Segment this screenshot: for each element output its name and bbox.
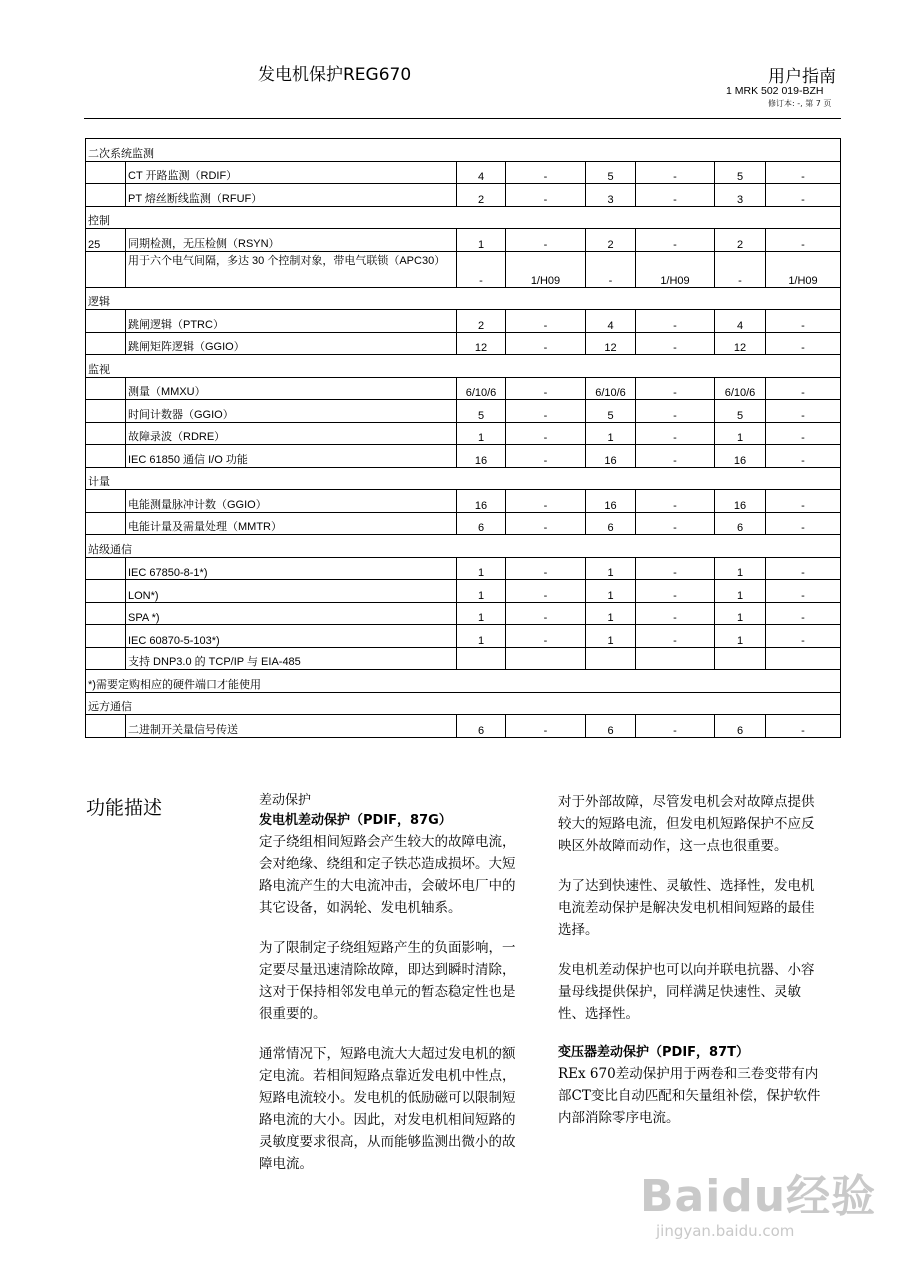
function-name: PT 熔丝断线监测（RFUF）: [126, 184, 457, 207]
value-cell: -: [506, 400, 586, 423]
value-cell: -: [766, 310, 841, 333]
value-cell: 6: [586, 715, 636, 738]
value-cell: 4: [586, 310, 636, 333]
function-code: [86, 580, 126, 603]
function-table: [85, 138, 841, 738]
section-label: 远方通信: [86, 692, 841, 715]
watermark: [640, 1160, 876, 1240]
value-cell: -: [766, 580, 841, 603]
value-cell: -: [636, 715, 715, 738]
function-code: [86, 715, 126, 738]
function-code: [86, 400, 126, 423]
heading-differential: 差动保护: [259, 793, 312, 808]
column-middle: [259, 791, 527, 1193]
value-cell: -: [636, 332, 715, 355]
value-cell: 6: [715, 512, 766, 535]
value-cell: -: [766, 557, 841, 580]
function-name: SPA *): [126, 602, 457, 625]
value-cell: 12: [457, 332, 506, 355]
value-cell: 2: [457, 310, 506, 333]
function-name: 测量（MMXU）: [126, 377, 457, 400]
value-cell: -: [766, 445, 841, 468]
value-cell: -: [766, 377, 841, 400]
value-cell: 6: [586, 512, 636, 535]
function-name: 二进制开关量信号传送: [126, 715, 457, 738]
heading-transformer-differential: 变压器差动保护（PDIF，87T）: [558, 1045, 749, 1060]
function-code: 25: [86, 229, 126, 252]
value-cell: -: [766, 490, 841, 513]
function-code: [86, 310, 126, 333]
value-cell: -: [636, 445, 715, 468]
function-code: [86, 625, 126, 648]
paragraph: 定子绕组相间短路会产生较大的故障电流，会对绝缘、绕组和定子铁芯造成损坏。大短路电流产生的大电流冲击，会破坏电厂中的其它设备，如涡轮、发电机轴系。: [259, 834, 516, 916]
value-cell: -: [457, 251, 506, 287]
value-cell: -: [506, 377, 586, 400]
function-name: LON*): [126, 580, 457, 603]
value-cell: -: [506, 512, 586, 535]
function-name: 电能测量脉冲计数（GGIO）: [126, 490, 457, 513]
paragraph: 为了限制定子绕组短路产生的负面影响，一定要尽量迅速清除故障，即达到瞬时清除，这对于保持相邻发电单元的暂态稳定性也是很重要的。: [259, 940, 516, 1022]
function-code: [86, 251, 126, 287]
value-cell: -: [766, 184, 841, 207]
value-cell: 4: [457, 161, 506, 184]
value-cell: [586, 647, 636, 670]
function-code: [86, 647, 126, 670]
function-name: 支持 DNP3.0 的 TCP/IP 与 EIA-485: [126, 647, 457, 670]
value-cell: 12: [715, 332, 766, 355]
value-cell: 12: [586, 332, 636, 355]
value-cell: -: [636, 625, 715, 648]
value-cell: -: [636, 512, 715, 535]
table-row: [86, 377, 841, 400]
value-cell: 2: [457, 184, 506, 207]
value-cell: 2: [586, 229, 636, 252]
value-cell: 1: [457, 422, 506, 445]
table-row: [86, 422, 841, 445]
table-row: [86, 625, 841, 648]
value-cell: 1: [586, 422, 636, 445]
paragraph: REx 670差动保护用于两卷和三卷变带有内部CT变比自动匹配和矢量组补偿，保护软件内部消除零序电流。: [558, 1066, 821, 1126]
function-name: 用于六个电气间隔，多达 30 个控制对象，带电气联锁（APC30）: [126, 251, 457, 287]
function-name: IEC 61850 通信 I/O 功能: [126, 445, 457, 468]
value-cell: 2: [715, 229, 766, 252]
section-label: 二次系统监测: [86, 139, 841, 162]
value-cell: 16: [457, 490, 506, 513]
table-row: [86, 602, 841, 625]
value-cell: 4: [715, 310, 766, 333]
value-cell: -: [766, 715, 841, 738]
function-code: [86, 184, 126, 207]
value-cell: 6/10/6: [715, 377, 766, 400]
table-note: *)需要定购相应的硬件端口才能使用: [86, 670, 841, 693]
value-cell: -: [506, 229, 586, 252]
value-cell: 5: [586, 400, 636, 423]
table-row: [86, 580, 841, 603]
value-cell: -: [506, 184, 586, 207]
function-code: [86, 490, 126, 513]
value-cell: -: [766, 512, 841, 535]
table-row: [86, 445, 841, 468]
table-section-row: [86, 139, 841, 162]
value-cell: -: [636, 400, 715, 423]
paragraph: 对于外部故障，尽管发电机会对故障点提供较大的短路电流，但发电机短路保护不应反映区外故障而动作，这一点也很重要。: [558, 794, 815, 854]
paragraph: 发电机差动保护也可以向并联电抗器、小容量母线提供保护，同样满足快速性、灵敏性、选择性。: [558, 962, 815, 1022]
value-cell: -: [636, 580, 715, 603]
value-cell: 16: [457, 445, 506, 468]
value-cell: -: [506, 332, 586, 355]
function-name: 跳闸矩阵逻辑（GGIO）: [126, 332, 457, 355]
section-label: 计量: [86, 467, 841, 490]
value-cell: 1: [586, 625, 636, 648]
value-cell: -: [506, 580, 586, 603]
paragraph: 为了达到快速性、灵敏性、选择性，发电机电流差动保护是解决发电机相间短路的最佳选择。: [558, 878, 815, 938]
value-cell: 3: [586, 184, 636, 207]
function-name: 故障录波（RDRE）: [126, 422, 457, 445]
value-cell: 1: [715, 625, 766, 648]
value-cell: 1: [457, 625, 506, 648]
value-cell: 16: [586, 445, 636, 468]
function-name: 电能计量及需量处理（MMTR）: [126, 512, 457, 535]
section-label: 逻辑: [86, 287, 841, 310]
value-cell: -: [636, 184, 715, 207]
value-cell: -: [636, 161, 715, 184]
section-label: 站级通信: [86, 535, 841, 558]
function-name: IEC 60870-5-103*): [126, 625, 457, 648]
value-cell: 16: [715, 490, 766, 513]
value-cell: 16: [586, 490, 636, 513]
table-row: [86, 161, 841, 184]
value-cell: -: [636, 229, 715, 252]
table-row: [86, 310, 841, 333]
function-code: [86, 602, 126, 625]
value-cell: 6: [457, 512, 506, 535]
function-name: 同期检测，无压检侧（RSYN）: [126, 229, 457, 252]
value-cell: 1: [715, 557, 766, 580]
paragraph: 通常情况下，短路电流大大超过发电机的额定电流。若相间短路点靠近发电机中性点，短路电流较小。发电机的低励磁可以限制短路电流的大小。因此，对发电机相间短路的灵敏度要求很高，从而能够监测出微小的故障电流。: [259, 1046, 516, 1172]
value-cell: -: [766, 400, 841, 423]
value-cell: 1: [457, 557, 506, 580]
heading-generator-differential: 发电机差动保护（PDIF，87G）: [259, 813, 452, 828]
value-cell: -: [506, 715, 586, 738]
value-cell: 5: [715, 161, 766, 184]
value-cell: -: [636, 602, 715, 625]
function-code: [86, 332, 126, 355]
value-cell: [457, 647, 506, 670]
function-code: [86, 512, 126, 535]
value-cell: 1: [715, 580, 766, 603]
table-row: [86, 557, 841, 580]
value-cell: 1/H09: [636, 251, 715, 287]
header-divider: [84, 118, 841, 119]
revision-page: 修订本: -, 第 7 页: [768, 99, 832, 108]
section-label: 控制: [86, 206, 841, 229]
function-code: [86, 557, 126, 580]
value-cell: 1: [586, 557, 636, 580]
value-cell: -: [766, 602, 841, 625]
value-cell: 1: [457, 602, 506, 625]
value-cell: 1: [457, 229, 506, 252]
function-name: 时间计数器（GGIO）: [126, 400, 457, 423]
table-row: [86, 715, 841, 738]
watermark-logo: Baidu经验: [640, 1171, 877, 1222]
value-cell: -: [766, 422, 841, 445]
function-code: [86, 422, 126, 445]
value-cell: -: [506, 625, 586, 648]
value-cell: [715, 647, 766, 670]
value-cell: -: [766, 161, 841, 184]
function-name: IEC 67850-8-1*): [126, 557, 457, 580]
function-name: 跳闸逻辑（PTRC）: [126, 310, 457, 333]
value-cell: -: [586, 251, 636, 287]
value-cell: 1: [586, 602, 636, 625]
value-cell: 6/10/6: [457, 377, 506, 400]
value-cell: 1: [715, 602, 766, 625]
value-cell: -: [766, 229, 841, 252]
value-cell: 1/H09: [766, 251, 841, 287]
value-cell: [766, 647, 841, 670]
value-cell: -: [506, 422, 586, 445]
document-number: 1 MRK 502 019-BZH: [726, 85, 824, 97]
value-cell: -: [766, 332, 841, 355]
value-cell: -: [636, 557, 715, 580]
section-label: 监视: [86, 355, 841, 378]
table-section-row: [86, 287, 841, 310]
table-section-row: [86, 467, 841, 490]
table-section-row: [86, 206, 841, 229]
table-row: [86, 670, 841, 693]
table-row: [86, 647, 841, 670]
table-section-row: [86, 692, 841, 715]
table-section-row: [86, 355, 841, 378]
table-row: [86, 490, 841, 513]
table-row: [86, 512, 841, 535]
value-cell: -: [506, 490, 586, 513]
value-cell: [636, 647, 715, 670]
value-cell: 6/10/6: [586, 377, 636, 400]
value-cell: 1: [586, 580, 636, 603]
value-cell: 1: [457, 580, 506, 603]
value-cell: 5: [586, 161, 636, 184]
value-cell: -: [636, 422, 715, 445]
value-cell: -: [636, 310, 715, 333]
table-row: [86, 332, 841, 355]
value-cell: 5: [715, 400, 766, 423]
document-title: 发电机保护REG670: [258, 65, 412, 85]
value-cell: -: [766, 625, 841, 648]
function-code: [86, 377, 126, 400]
value-cell: -: [506, 161, 586, 184]
value-cell: -: [506, 445, 586, 468]
function-code: [86, 161, 126, 184]
value-cell: [506, 647, 586, 670]
value-cell: -: [636, 490, 715, 513]
value-cell: 6: [457, 715, 506, 738]
table-section-row: [86, 535, 841, 558]
value-cell: -: [715, 251, 766, 287]
value-cell: -: [506, 557, 586, 580]
value-cell: -: [506, 602, 586, 625]
table-row: [86, 400, 841, 423]
table-row: [86, 184, 841, 207]
value-cell: 16: [715, 445, 766, 468]
document-type: 用户指南: [768, 67, 836, 87]
value-cell: 3: [715, 184, 766, 207]
function-code: [86, 445, 126, 468]
watermark-url: jingyan.baidu.com: [656, 1222, 795, 1240]
column-right: [558, 791, 826, 1147]
value-cell: -: [636, 377, 715, 400]
section-heading: 功能描述: [86, 797, 163, 819]
value-cell: 5: [457, 400, 506, 423]
value-cell: -: [506, 310, 586, 333]
function-name: CT 开路监测（RDIF）: [126, 161, 457, 184]
table-row: [86, 229, 841, 252]
value-cell: 1: [715, 422, 766, 445]
value-cell: 1/H09: [506, 251, 586, 287]
table-row: [86, 251, 841, 287]
value-cell: 6: [715, 715, 766, 738]
